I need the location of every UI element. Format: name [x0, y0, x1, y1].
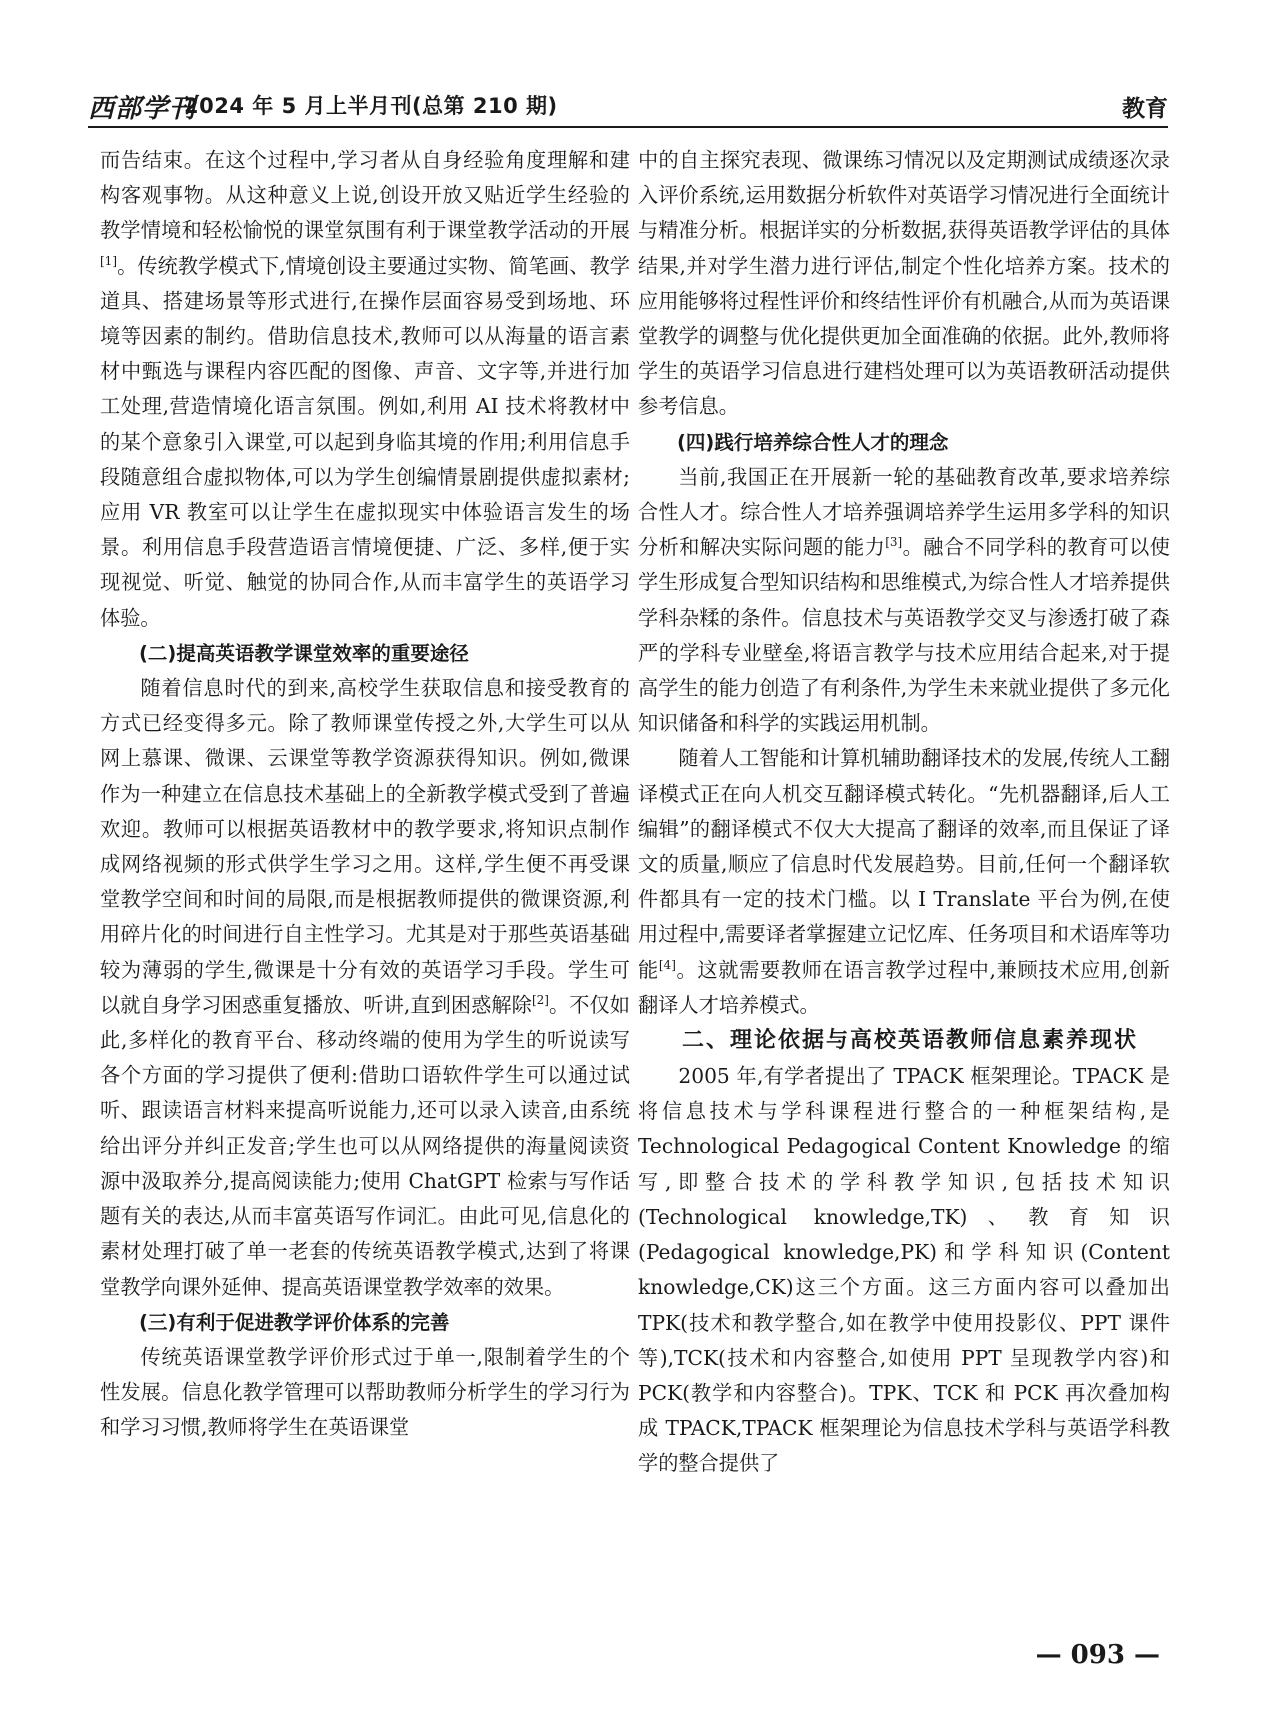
- citation[interactable]: [3]: [885, 535, 903, 550]
- subsection-heading: (四)践行培养综合性人才的理念: [677, 430, 949, 454]
- paragraph: 而告结束。在这个过程中,学习者从自身经验角度理解和建构客观事物。从这种意义上说,创设开放又贴近学生经验的教学情境和轻松愉悦的课堂氛围有利于课堂教学活动的开展[1]。传统教学模式下,情境创设主要通过实物、简笔画、教学道具、搭建场景等形式进行,在操作层面容易受到场地、环境等因素的制约。借助信息技术,教师可以从海量的语言素材中甄选与课程内容匹配的图像、声音、文字等,并进行加工处理,营造情境化语言氛围。例如,利用 AI 技术将教材中的某个意象引入课堂,可以起到身临其境的作用;利用信息手段随意组合虚拟物体,可以为学生创编情景剧提供虚拟素材;应用 VR 教室可以让学生在虚拟现实中体验语言发生的场景。利用信息手段营造语言情境便捷、广泛、多样,便于实现视觉、听觉、触觉的协同合作,从而丰富学生的英语学习体验。: [100, 148, 630, 630]
- paragraph: 中的自主探究表现、微课练习情况以及定期测试成绩逐次录入评价系统,运用数据分析软件对英语学习情况进行全面统计与精准分析。根据详实的分析数据,获得英语教学评估的具体结果,并对学生潜力进行评估,制定个性化培养方案。技术的应用能够将过程性评价和终结性评价有机融合,从而为英语课堂教学的调整与优化提供更加全面准确的依据。此外,教师将学生的英语学习信息进行建档处理可以为英语教研活动提供参考信息。: [638, 148, 1170, 419]
- journal-logo: 西部学刊: [88, 94, 197, 124]
- subsection-heading: (三)有利于促进教学评价体系的完善: [139, 1310, 450, 1334]
- paragraph: 当前,我国正在开展新一轮的基础教育改革,要求培养综合性人才。综合性人才培养强调培养学生运用多学科的知识分析和解决实际问题的能力[3]。融合不同学科的教育可以使学生形成复合型知识结构和思维模式,为综合性人才培养提供学科杂糅的条件。信息技术与英语教学交叉与渗透打破了森严的学科专业壁垒,将语言教学与技术应用结合起来,对于提高学生的能力创造了有利条件,为学生未来就业提供了多元化知识储备和科学的实践运用机制。: [638, 464, 1170, 736]
- left-column: [100, 143, 630, 1643]
- citation[interactable]: [1]: [100, 253, 117, 268]
- page-number: — 093 —: [1035, 1640, 1160, 1670]
- citation[interactable]: [4]: [658, 957, 676, 972]
- section-heading: 二、理论依据与高校英语教师信息素养现状: [682, 1028, 1139, 1054]
- page-header: [88, 86, 1168, 128]
- right-column: [638, 143, 1170, 1643]
- section-tag: 教育: [1122, 96, 1168, 122]
- paragraph: 传统英语课堂教学评价形式过于单一,限制着学生的个性发展。信息化教学管理可以帮助教师分析学生的学习行为和学习习惯,教师将学生在英语课堂: [100, 1344, 630, 1440]
- paragraph: 随着人工智能和计算机辅助翻译技术的发展,传统人工翻译模式正在向人机交互翻译模式转化。“先机器翻译,后人工编辑”的翻译模式不仅大大提高了翻译的效率,而且保证了译文的质量,顺应了信息时代发展趋势。目前,任何一个翻译软件都具有一定的技术门槛。以 I Translate 平台为例,在使用过程中,需要译者掌握建立记忆库、任务项目和术语库等功能[4]。这就需要教师在语言教学过程中,兼顾技术应用,创新翻译人才培养模式。: [638, 746, 1170, 1017]
- paragraph: 2005 年,有学者提出了 TPACK 框架理论。TPACK 是将信息技术与学科课程进行整合的一种框架结构,是 Technological Pedagogical Content Knowledge 的缩写,即整合技术的学科教学知识,包括技术知识(Technological knowledge,TK)、教育知识(Pedagogical knowledge,PK)和学科知识(Content knowledge,CK)这三个方面。这三方面内容可以叠加出 TPK(技术和教学整合,如在教学中使用投影仪、PPT 课件等),TCK(技术和内容整合,如使用 PPT 呈现教学内容)和 PCK(教学和内容整合)。TPK、TCK 和 PCK 再次叠加构成 TPACK,TPACK 框架理论为信息技术学科与英语学科教学的整合提供了: [638, 1064, 1170, 1476]
- paragraph: 随着信息时代的到来,高校学生获取信息和接受教育的方式已经变得多元。除了教师课堂传授之外,大学生可以从网上慕课、微课、云课堂等教学资源获得知识。例如,微课作为一种建立在信息技术基础上的全新教学模式受到了普遍欢迎。教师可以根据英语教材中的教学要求,将知识点制作成网络视频的形式供学生学习之用。这样,学生便不再受课堂教学空间和时间的局限,而是根据教师提供的微课资源,利用碎片化的时间进行自主性学习。尤其是对于那些英语基础较为薄弱的学生,微课是十分有效的英语学习手段。学生可以就自身学习困惑重复播放、听讲,直到困惑解除[2]。不仅如此,多样化的教育平台、移动终端的使用为学生的听说读写各个方面的学习提供了便利:借助口语软件学生可以通过试听、跟读语言材料来提高听说能力,还可以录入读音,由系统给出评分并纠正发音;学生也可以从网络提供的海量阅读资源中汲取养分,提高阅读能力;使用 ChatGPT 检索与写作话题有关的表达,从而丰富英语写作词汇。由此可见,信息化的素材处理打破了单一老套的传统英语教学模式,达到了将课堂教学向课外延伸、提高英语课堂教学效率的效果。: [100, 676, 630, 1299]
- issue-info: 2024 年 5 月上半月刊(总第 210 期): [184, 94, 558, 118]
- subsection-heading: (二)提高英语教学课堂效率的重要途径: [139, 641, 469, 665]
- citation[interactable]: [2]: [531, 992, 549, 1007]
